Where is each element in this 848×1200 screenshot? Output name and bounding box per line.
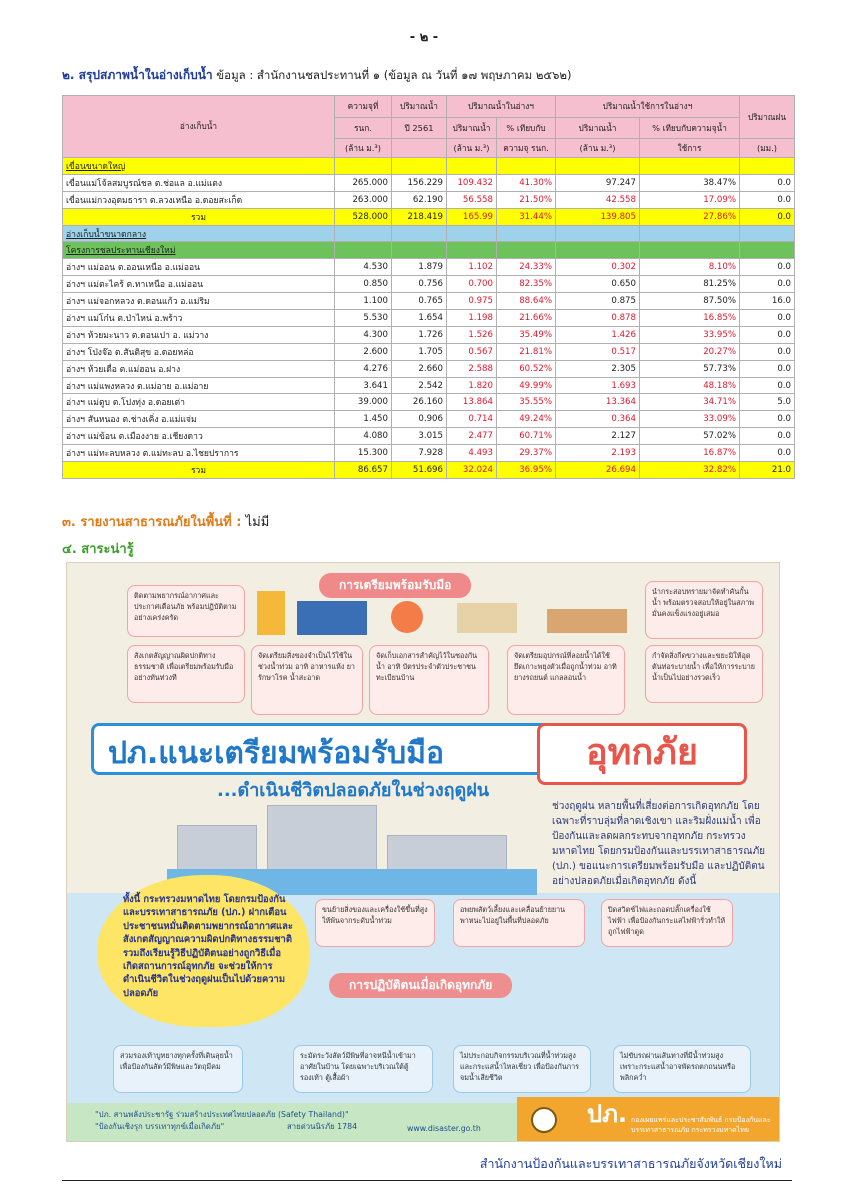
poster-logo-text: ปภ. xyxy=(586,1100,627,1128)
volume-2561-cell: 1.654 xyxy=(392,310,447,327)
total-v2561: 218.419 xyxy=(392,208,447,225)
flood-infographic xyxy=(66,562,780,1142)
volume-2561-cell: 3.015 xyxy=(392,428,447,445)
total-row-medium xyxy=(63,462,795,479)
capacity-cell: 265.000 xyxy=(335,174,392,191)
current-pct-cell: 35.49% xyxy=(497,326,556,343)
reservoir-name: อ่างฯ แม่ทะลบหลวง ต.แม่ทะลบ อ.ไชยปราการ xyxy=(63,445,335,462)
current-volume-cell: 0.700 xyxy=(447,276,497,293)
tip-prepare-3: จัดเตรียมสิ่งของจำเป็นไว้ใช้ในช่วงน้ำท่วม อาทิ อาหารแห้ง ยารักษาโรค น้ำสะอาด xyxy=(251,645,363,715)
current-pct-cell: 60.71% xyxy=(497,428,556,445)
poster-footer-slogan: "ปภ. สานพลังประชารัฐ ร่วมสร้างประเทศไทยปลอดภัย (Safety Thailand)" xyxy=(95,1110,349,1119)
rain-cell: 0.0 xyxy=(740,343,795,360)
usable-pct-cell: 16.87% xyxy=(640,445,740,462)
usable-volume-cell: 1.693 xyxy=(556,377,640,394)
usable-volume-cell: 0.650 xyxy=(556,276,640,293)
volume-2561-cell: 2.660 xyxy=(392,360,447,377)
total-rain: 0.0 xyxy=(740,208,795,225)
usable-pct-cell: 17.09% xyxy=(640,191,740,208)
section2-source: ข้อมูล : สำนักงานชลประทานที่ ๑ (ข้อมูล ณ วันที่ ๑๗ พฤษภาคม ๒๕๖๒) xyxy=(212,68,572,82)
phone-icon: สายด่วนนิรภัย 1784 xyxy=(287,1122,358,1131)
current-pct-cell: 88.64% xyxy=(497,293,556,310)
capacity-cell: 5.530 xyxy=(335,310,392,327)
header-v2561-blank xyxy=(392,139,447,158)
reservoir-name: อ่างฯ แม่โก๋น ต.ป่าไหน่ อ.พร้าว xyxy=(63,310,335,327)
usable-pct-cell: 34.71% xyxy=(640,394,740,411)
current-volume-cell: 1.198 xyxy=(447,310,497,327)
capacity-cell: 2.600 xyxy=(335,343,392,360)
rain-cell: 0.0 xyxy=(740,174,795,191)
reservoir-name: เขื่อนแม่โจ้ลสมบูรณ์ชล ต.ช่อแล อ.แม่แตง xyxy=(63,174,335,191)
life-ring-icon xyxy=(391,601,423,633)
page-number: - ๒ - xyxy=(409,30,439,45)
usable-volume-cell: 0.875 xyxy=(556,293,640,310)
volume-2561-cell: 0.756 xyxy=(392,276,447,293)
section4-title: ๔. สาระน่ารู้ xyxy=(62,542,134,557)
volume-2561-cell: 62.190 xyxy=(392,191,447,208)
poster-footer-slogan2: "ป้องกันเชิงรุก บรรเทาทุกข์เมื่อเกิดภัย" xyxy=(95,1122,225,1131)
current-pct-cell: 29.37% xyxy=(497,445,556,462)
table-row xyxy=(63,259,795,276)
footer-rule xyxy=(62,1180,792,1181)
section3-heading xyxy=(62,511,269,532)
total-current: 32.024 xyxy=(447,462,497,479)
current-volume-cell: 109.432 xyxy=(447,174,497,191)
group-label-medium: อ่างเก็บน้ำขนาดกลาง xyxy=(63,225,335,242)
usable-pct-cell: 57.73% xyxy=(640,360,740,377)
capacity-cell: 263.000 xyxy=(335,191,392,208)
tip-during-2: อพยพสัตว์เลี้ยงและเคลื่อนย้ายยานพาหนะไปอยู่ในพื้นที่ปลอดภัย xyxy=(453,899,585,947)
reservoir-table xyxy=(62,95,795,479)
volume-2561-cell: 156.229 xyxy=(392,174,447,191)
current-pct-cell: 41.30% xyxy=(497,174,556,191)
group-row-large xyxy=(63,158,795,175)
rain-cell: 5.0 xyxy=(740,394,795,411)
current-pct-cell: 49.99% xyxy=(497,377,556,394)
current-pct-cell: 21.50% xyxy=(497,191,556,208)
capacity-cell: 4.276 xyxy=(335,360,392,377)
usable-volume-cell: 0.878 xyxy=(556,310,640,327)
reservoir-name: เขื่อนแม่กวงอุดมธารา ต.ลวงเหนือ อ.ดอยสะเก็ด xyxy=(63,191,335,208)
rain-cell: 0.0 xyxy=(740,326,795,343)
current-volume-cell: 0.567 xyxy=(447,343,497,360)
table-row xyxy=(63,343,795,360)
table-row xyxy=(63,326,795,343)
rain-cell: 0.0 xyxy=(740,191,795,208)
current-pct-cell: 35.55% xyxy=(497,394,556,411)
tip-prepare-5: จัดเตรียมอุปกรณ์ที่ลอยน้ำได้ใช้ยึดเกาะพยุงตัวเมื่อถูกน้ำท่วม อาทิ ยางรถยนต์ แกลลอนน้ำ xyxy=(507,645,625,715)
header-capacity-3: (ล้าน ม.³) xyxy=(335,139,392,158)
total-current-pct: 31.44% xyxy=(497,208,556,225)
capacity-cell: 4.080 xyxy=(335,428,392,445)
current-volume-cell: 2.588 xyxy=(447,360,497,377)
globe-icon: www.disaster.go.th xyxy=(407,1124,481,1133)
usable-pct-cell: 48.18% xyxy=(640,377,740,394)
usable-volume-cell: 1.426 xyxy=(556,326,640,343)
header-rain-2: (มม.) xyxy=(740,139,795,158)
group-row-project xyxy=(63,242,795,259)
seal-icon xyxy=(531,1107,557,1133)
total-label: รวม xyxy=(63,462,335,479)
usable-pct-cell: 38.47% xyxy=(640,174,740,191)
tip-prepare-2: สังเกตสัญญาณผิดปกติทางธรรมชาติ เพื่อเตรียมพร้อมรับมืออย่างทันท่วงที xyxy=(127,645,245,703)
current-volume-cell: 56.558 xyxy=(447,191,497,208)
usable-pct-cell: 33.09% xyxy=(640,411,740,428)
table-row xyxy=(63,411,795,428)
reservoir-name: อ่างฯ แม่จอกหลวง ต.ดอนแก้ว อ.แม่ริม xyxy=(63,293,335,310)
volume-2561-cell: 1.726 xyxy=(392,326,447,343)
poster-note: ทั้งนี้ กระทรวงมหาดไทย โดยกรมป้องกันและบรรเทาสาธารณภัย (ปภ.) ฝากเตือนประชาชนหมั่นติดตามพยากรณ์อากาศและสังเกตสัญญาณความผิดปกติทางธรรมชาติ รวมถึงเรียนรู้วิธีปฏิบัติตนอย่างถูกวิธีเมื่อเกิดสถานการณ์อุทกภัย จะช่วยให้การดำเนินชีวิตในช่วงฤดูฝนเป็นไปด้วยความปลอดภัย xyxy=(97,875,309,1027)
volume-2561-cell: 7.928 xyxy=(392,445,447,462)
total-label: รวม xyxy=(63,208,335,225)
table-row xyxy=(63,377,795,394)
rain-cell: 0.0 xyxy=(740,259,795,276)
header-v2561-1: ปริมาณน้ำ xyxy=(392,96,447,118)
rain-cell: 0.0 xyxy=(740,411,795,428)
usable-volume-cell: 2.193 xyxy=(556,445,640,462)
current-volume-cell: 0.975 xyxy=(447,293,497,310)
total-current: 165.99 xyxy=(447,208,497,225)
capacity-cell: 0.850 xyxy=(335,276,392,293)
reservoir-name: อ่างฯ สันหนอง ต.ช่างเคิ่ง อ.แม่แจ่ม xyxy=(63,411,335,428)
header-capacity-1: ความจุที่ xyxy=(335,96,392,118)
table-row xyxy=(63,276,795,293)
volume-2561-cell: 1.879 xyxy=(392,259,447,276)
capacity-cell: 4.300 xyxy=(335,326,392,343)
section3-title: ๓. รายงานสาธารณภัยในพื้นที่ : xyxy=(62,515,242,530)
total-capacity: 86.657 xyxy=(335,462,392,479)
banner-during: การปฏิบัติตนเมื่อเกิดอุทกภัย xyxy=(329,973,512,998)
capacity-cell: 39.000 xyxy=(335,394,392,411)
reservoir-name: อ่างฯ แม่ข้อน ต.เมืองงาย อ.เชียงดาว xyxy=(63,428,335,445)
tip-prepare-1: ติดตามพยากรณ์อากาศและประกาศเตือนภัย พร้อมปฏิบัติตามอย่างเคร่งครัด xyxy=(127,585,245,637)
usable-volume-cell: 13.364 xyxy=(556,394,640,411)
reservoir-name: อ่างฯ แม่ออน ต.ออนเหนือ อ.แม่ออน xyxy=(63,259,335,276)
current-pct-cell: 24.33% xyxy=(497,259,556,276)
current-pct-cell: 60.52% xyxy=(497,360,556,377)
usable-volume-cell: 2.305 xyxy=(556,360,640,377)
total-usable: 139.805 xyxy=(556,208,640,225)
total-capacity: 528.000 xyxy=(335,208,392,225)
rain-cell: 16.0 xyxy=(740,293,795,310)
reservoir-name: อ่างฯ แม่แพงหลวง ต.แม่อาย อ.แม่อาย xyxy=(63,377,335,394)
tip-during-5: ระมัดระวังสัตว์มีพิษที่อาจหนีน้ำเข้ามาอาศัยในบ้าน โดยเฉพาะบริเวณใต้ตู้ รองเท้า ตู้เสื้อผ้า xyxy=(293,1045,433,1093)
usable-pct-cell: 81.25% xyxy=(640,276,740,293)
usable-volume-cell: 97.247 xyxy=(556,174,640,191)
rain-cell: 0.0 xyxy=(740,428,795,445)
capacity-cell: 1.100 xyxy=(335,293,392,310)
group-label-large: เขื่อนขนาดใหญ่ xyxy=(63,158,335,175)
capacity-cell: 15.300 xyxy=(335,445,392,462)
table-row xyxy=(63,394,795,411)
table-row xyxy=(63,445,795,462)
poster-intro: ช่วงฤดูฝน หลายพื้นที่เสี่ยงต่อการเกิดอุทกภัย โดยเฉพาะที่ราบลุ่มที่ลาดเชิงเขา และริมฝั่งแม่น้ำ เพื่อป้องกันและลดผลกระทบจากอุทกภัย กระทรวงมหาดไทย โดยกรมป้องกันและบรรเทาสาธารณภัย (ปภ.) ขอแนะการเตรียมพร้อมรับมือ และปฏิบัติตนอย่างปลอดภัยเมื่อเกิดอุทกภัย ดังนี้ xyxy=(552,801,766,887)
banner-prepare: การเตรียมพร้อมรับมือ xyxy=(319,573,471,598)
current-volume-cell: 13.864 xyxy=(447,394,497,411)
tip-during-7: ไม่ขับรถผ่านเส้นทางที่มีน้ำท่วมสูง เพราะกระแสน้ำอาจพัดรถตกถนนหรือพลิกคว่ำ xyxy=(613,1045,751,1093)
sandbag-icon xyxy=(257,591,285,635)
header-current-pct-1: % เทียบกับ xyxy=(497,118,556,139)
sandbags-icon xyxy=(547,609,627,633)
table-row xyxy=(63,428,795,445)
table-row xyxy=(63,174,795,191)
rain-cell: 0.0 xyxy=(740,310,795,327)
usable-volume-cell: 2.127 xyxy=(556,428,640,445)
total-rain: 21.0 xyxy=(740,462,795,479)
section2-title: ๒. สรุปสภาพน้ำในอ่างเก็บน้ำ xyxy=(62,68,213,82)
current-volume-cell: 2.477 xyxy=(447,428,497,445)
rain-cell: 0.0 xyxy=(740,360,795,377)
tip-during-1: ขนย้ายสิ่งของและเครื่องใช้ขึ้นที่สูง ให้พ้นจากระดับน้ำท่วม xyxy=(315,899,435,947)
table-row xyxy=(63,360,795,377)
poster-headline: ปภ.แนะเตรียมพร้อมรับมือ xyxy=(91,723,565,775)
tip-prepare-6: นำกระสอบทรายมาจัดทำคันกั้นน้ำ พร้อมตรวจสอบให้อยู่ในสภาพมั่นคงแข็งแรงอยู่เสมอ xyxy=(645,581,763,639)
reservoir-table-body xyxy=(63,158,795,479)
usable-volume-cell: 0.302 xyxy=(556,259,640,276)
reservoir-name: อ่างฯ ห้วยมะนาว ต.ดอนเปา อ. แม่วาง xyxy=(63,326,335,343)
header-current-volume-2: (ล้าน ม.³) xyxy=(447,139,497,158)
total-current-pct: 36.95% xyxy=(497,462,556,479)
total-row-large xyxy=(63,208,795,225)
header-usable-group: ปริมาณน้ำใช้การในอ่างฯ xyxy=(556,96,740,118)
poster-subhead: ...ดำเนินชีวิตปลอดภัยในช่วงฤดูฝน xyxy=(217,780,490,801)
water-tank-icon xyxy=(297,601,367,635)
current-pct-cell: 21.66% xyxy=(497,310,556,327)
header-rain-1: ปริมาณฝน xyxy=(740,96,795,139)
total-usable: 26.694 xyxy=(556,462,640,479)
rain-cell: 0.0 xyxy=(740,377,795,394)
current-volume-cell: 1.820 xyxy=(447,377,497,394)
volume-2561-cell: 0.906 xyxy=(392,411,447,428)
prepare-illustration xyxy=(257,583,637,639)
office-footer: สำนักงานป้องกันและบรรเทาสาธารณภัยจังหวัดเชียงใหม่ xyxy=(479,1156,782,1171)
current-pct-cell: 82.35% xyxy=(497,276,556,293)
section2-heading xyxy=(62,66,802,85)
tip-prepare-7: กำจัดสิ่งกีดขวางและขยะมิให้อุดตันท่อระบายน้ำ เพื่อให้การระบายน้ำเป็นไปอย่างรวดเร็ว xyxy=(645,645,763,703)
usable-volume-cell: 0.517 xyxy=(556,343,640,360)
header-current-pct-2: ความจุ รนก. xyxy=(497,139,556,158)
usable-pct-cell: 57.02% xyxy=(640,428,740,445)
tip-during-6: ไม่ประกอบกิจกรรมบริเวณที่น้ำท่วมสูงและกระแสน้ำไหลเชี่ยว เพื่อป้องกันการจมน้ำเสียชีวิต xyxy=(453,1045,591,1093)
header-usable-volume-2: (ล้าน ม.³) xyxy=(556,139,640,158)
table-row xyxy=(63,191,795,208)
reservoir-name: อ่างฯ โป่งจ๊อ ต.สันติสุข อ.ดอยหล่อ xyxy=(63,343,335,360)
supplies-icon xyxy=(457,603,517,633)
volume-2561-cell: 0.765 xyxy=(392,293,447,310)
current-volume-cell: 0.714 xyxy=(447,411,497,428)
volume-2561-cell: 2.542 xyxy=(392,377,447,394)
group-label-project: โครงการชลประทานเชียงใหม่ xyxy=(63,242,335,259)
header-usable-pct-1: % เทียบกับความจุน้ำ xyxy=(640,118,740,139)
tip-prepare-4: จัดเก็บเอกสารสำคัญไว้ในซองกันน้ำ อาทิ บัตรประจำตัวประชาชน ทะเบียนบ้าน xyxy=(369,645,489,715)
total-v2561: 51.696 xyxy=(392,462,447,479)
usable-volume-cell: 0.364 xyxy=(556,411,640,428)
tip-during-3: ปิดสวิตช์ไฟและถอดปลั๊กเครื่องใช้ไฟฟ้า เพื่อป้องกันกระแสไฟฟ้ารั่วทำให้ถูกไฟฟ้าดูด xyxy=(601,899,733,947)
capacity-cell: 4.530 xyxy=(335,259,392,276)
header-capacity-2: รนก. xyxy=(335,118,392,139)
usable-pct-cell: 87.50% xyxy=(640,293,740,310)
reservoir-name: อ่างฯ แม่ตะไคร้ ต.ทาเหนือ อ.แม่ออน xyxy=(63,276,335,293)
poster-headline-flood: อุทกภัย xyxy=(537,723,747,785)
total-usable-pct: 32.82% xyxy=(640,462,740,479)
capacity-cell: 3.641 xyxy=(335,377,392,394)
header-v2561-2: ปี 2561 xyxy=(392,118,447,139)
usable-pct-cell: 16.85% xyxy=(640,310,740,327)
volume-2561-cell: 26.160 xyxy=(392,394,447,411)
capacity-cell: 1.450 xyxy=(335,411,392,428)
usable-pct-cell: 33.95% xyxy=(640,326,740,343)
table-row xyxy=(63,293,795,310)
current-volume-cell: 4.493 xyxy=(447,445,497,462)
current-volume-cell: 1.102 xyxy=(447,259,497,276)
section3-value: ไม่มี xyxy=(241,515,270,530)
volume-2561-cell: 1.705 xyxy=(392,343,447,360)
current-pct-cell: 49.24% xyxy=(497,411,556,428)
rain-cell: 0.0 xyxy=(740,445,795,462)
header-current-volume-1: ปริมาณน้ำ xyxy=(447,118,497,139)
header-reservoir: อ่างเก็บน้ำ xyxy=(63,96,335,158)
table-row xyxy=(63,310,795,327)
current-pct-cell: 21.81% xyxy=(497,343,556,360)
header-current-group: ปริมาณน้ำในอ่างฯ xyxy=(447,96,556,118)
usable-pct-cell: 20.27% xyxy=(640,343,740,360)
usable-volume-cell: 42.558 xyxy=(556,191,640,208)
rain-cell: 0.0 xyxy=(740,276,795,293)
group-row-medium xyxy=(63,225,795,242)
tip-during-4: สวมรองเท้าบูทยางทุกครั้งที่เดินลุยน้ำ เพื่อป้องกันสัตว์มีพิษและวัตถุมีคม xyxy=(113,1045,243,1093)
header-usable-pct-2: ใช้การ xyxy=(640,139,740,158)
usable-pct-cell: 8.10% xyxy=(640,259,740,276)
current-volume-cell: 1.526 xyxy=(447,326,497,343)
poster-logo-org: กองเผยแพร่และประชาสัมพันธ์ กรมป้องกันและบรรเทาสาธารณภัย กระทรวงมหาดไทย xyxy=(631,1116,771,1134)
reservoir-name: อ่างฯ แม่ตูบ ต.โปงทุ่ง อ.ดอยเต่า xyxy=(63,394,335,411)
reservoir-name: อ่างฯ ห้วยเดื่อ ต.แม่ฮอน อ.ฝาง xyxy=(63,360,335,377)
total-usable-pct: 27.86% xyxy=(640,208,740,225)
header-usable-volume-1: ปริมาณน้ำ xyxy=(556,118,640,139)
